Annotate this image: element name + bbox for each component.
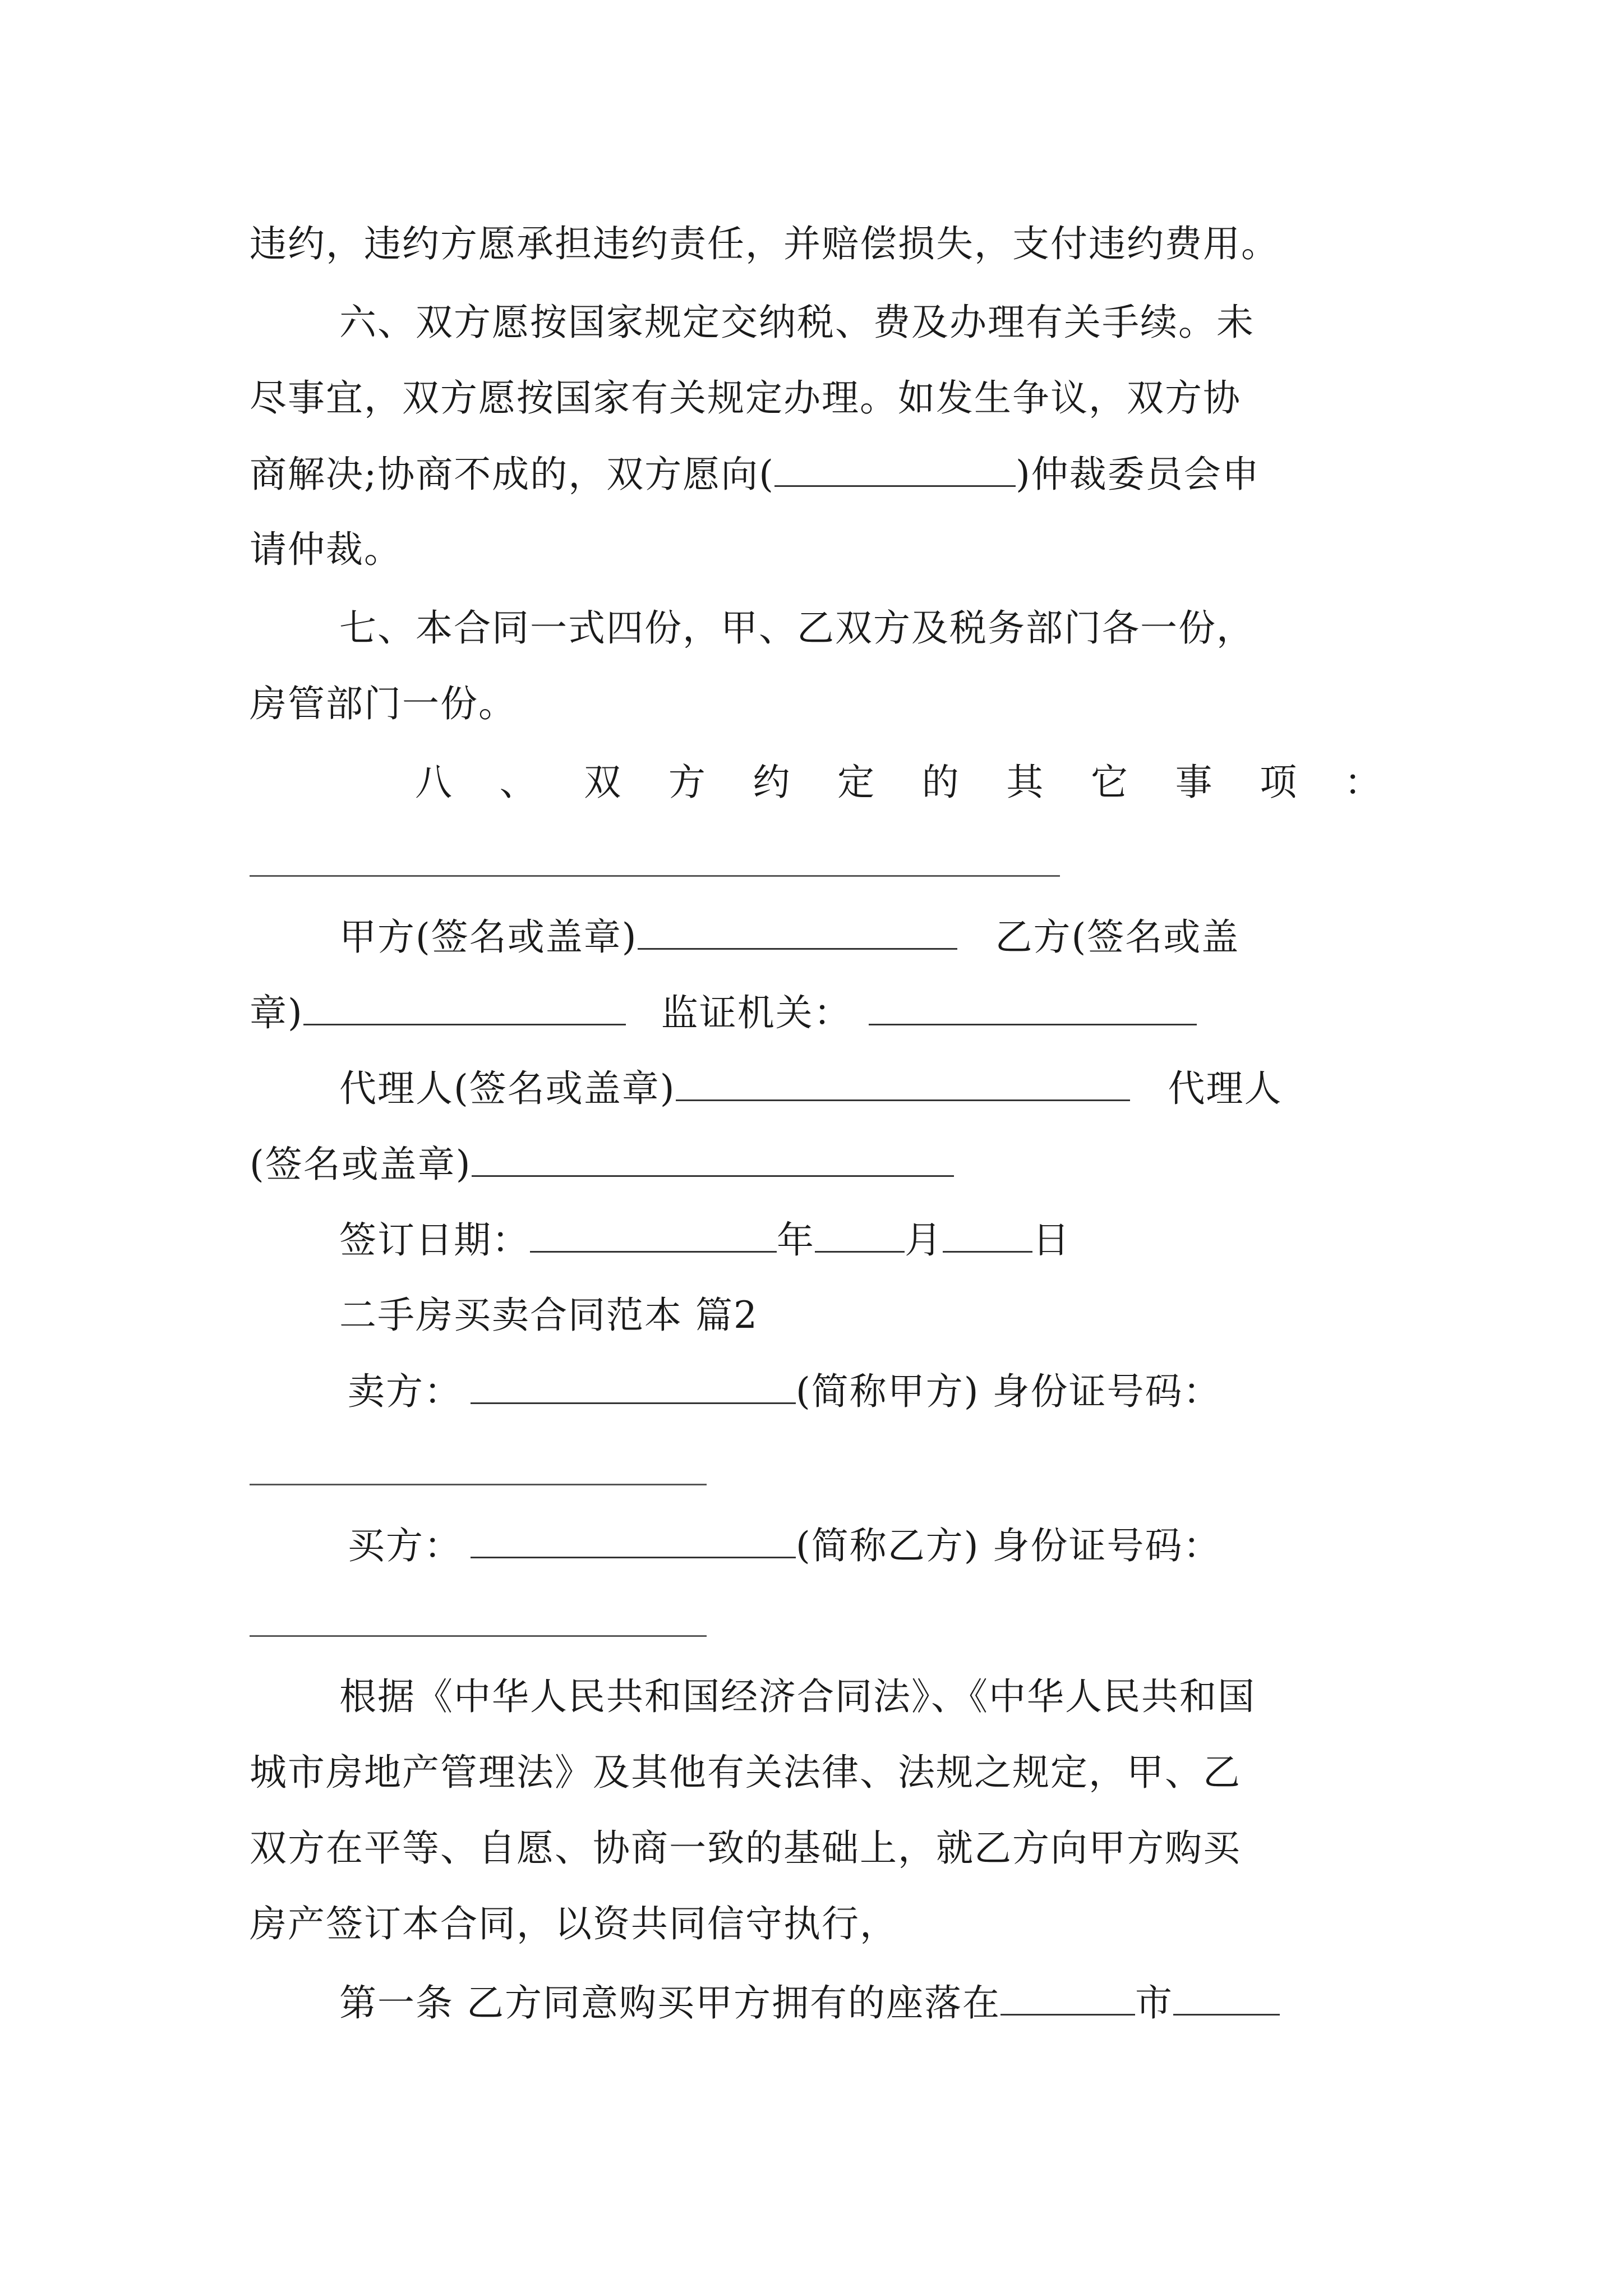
- seller-id-label: (简称甲方) 身份证号码：: [796, 1370, 1221, 1413]
- clause-6-line-4: 请仲裁。: [250, 528, 402, 571]
- supervising-authority-label: 监证机关：: [661, 991, 852, 1034]
- clause-7-line-2: 房管部门一份。: [250, 682, 517, 725]
- signature-line-4: [250, 1142, 1382, 1187]
- party-a-signature-blank[interactable]: [638, 914, 957, 950]
- basis-line-1: 根据《中华人民共和国经济合同法》、《中华人民共和国: [339, 1675, 1256, 1718]
- buyer-line: [348, 1523, 1382, 1568]
- month-blank[interactable]: [815, 1217, 905, 1253]
- party-b-signature-label: 乙方(签名或盖: [995, 915, 1240, 959]
- signing-date-label: 签订日期：: [339, 1218, 530, 1262]
- signature-line-1: [339, 914, 1382, 960]
- seller-line: [348, 1369, 1382, 1414]
- agent-b-signature-label-end: (签名或盖章): [250, 1143, 472, 1186]
- month-label: 月: [905, 1218, 943, 1262]
- section-title: 二手房买卖合同范本 篇2: [339, 1294, 758, 1337]
- clause-8-heading: 八 、 双 方 约 定 的 其 它 事 项 ：: [415, 761, 1382, 804]
- agent-b-signature-label: 代理人: [1168, 1067, 1283, 1110]
- seller-name-blank[interactable]: [471, 1369, 796, 1404]
- basis-line-4: 房产签订本合同，以资共同信守执行，: [250, 1902, 898, 1945]
- clause-6-line-2: 尽事宜，双方愿按国家有关规定办理。如发生争议，双方协: [250, 376, 1241, 420]
- district-blank[interactable]: [1173, 1980, 1280, 2016]
- signing-date-line: [339, 1217, 1382, 1263]
- seller-id-blank[interactable]: [250, 1484, 707, 1485]
- city-label: 市: [1135, 1981, 1173, 2024]
- agent-a-signature-blank[interactable]: [676, 1066, 1130, 1101]
- day-blank[interactable]: [943, 1217, 1032, 1253]
- buyer-label: 买方：: [348, 1524, 462, 1567]
- article-1-text: 第一条 乙方同意购买甲方拥有的座落在: [339, 1981, 1000, 2024]
- clause-6-line-1: 六、双方愿按国家规定交纳税、费及办理有关手续。未: [339, 301, 1255, 344]
- clause-7-line-1: 七、本合同一式四份，甲、乙双方及税务部门各一份，: [339, 606, 1255, 650]
- party-b-signature-blank[interactable]: [303, 990, 626, 1025]
- article-1-line: [339, 1980, 1382, 2026]
- basis-line-3: 双方在平等、自愿、协商一致的基础上，就乙方向甲方购买: [250, 1826, 1241, 1870]
- party-b-signature-label-end: 章): [250, 991, 303, 1034]
- year-blank[interactable]: [530, 1217, 777, 1253]
- party-a-signature-label: 甲方(签名或盖章): [339, 915, 638, 959]
- agent-b-signature-blank[interactable]: [472, 1142, 954, 1177]
- signature-line-2: [250, 990, 1382, 1036]
- signature-line-3: [339, 1066, 1382, 1111]
- clause-6-text-b: )仲裁委员会申: [1016, 453, 1260, 496]
- supervising-authority-blank[interactable]: [869, 990, 1197, 1025]
- arbitration-committee-blank[interactable]: [774, 452, 1016, 487]
- clause-6-text-a: 商解决;协商不成的，双方愿向(: [250, 453, 774, 496]
- buyer-id-blank[interactable]: [250, 1635, 707, 1637]
- agent-a-signature-label: 代理人(签名或盖章): [339, 1067, 676, 1110]
- buyer-name-blank[interactable]: [471, 1523, 796, 1558]
- buyer-id-label: (简称乙方) 身份证号码：: [796, 1524, 1221, 1567]
- year-label: 年: [777, 1218, 815, 1262]
- basis-line-2: 城市房地产管理法》及其他有关法律、法规之规定，甲、乙: [250, 1751, 1241, 1794]
- day-label: 日: [1032, 1218, 1071, 1262]
- other-matters-blank[interactable]: [250, 875, 1060, 877]
- text-line: 违约，违约方愿承担违约责任，并赔偿损失，支付违约费用。: [250, 222, 1279, 265]
- city-blank[interactable]: [1000, 1980, 1135, 2016]
- clause-6-line-3: [250, 452, 1382, 497]
- seller-label: 卖方：: [348, 1370, 462, 1413]
